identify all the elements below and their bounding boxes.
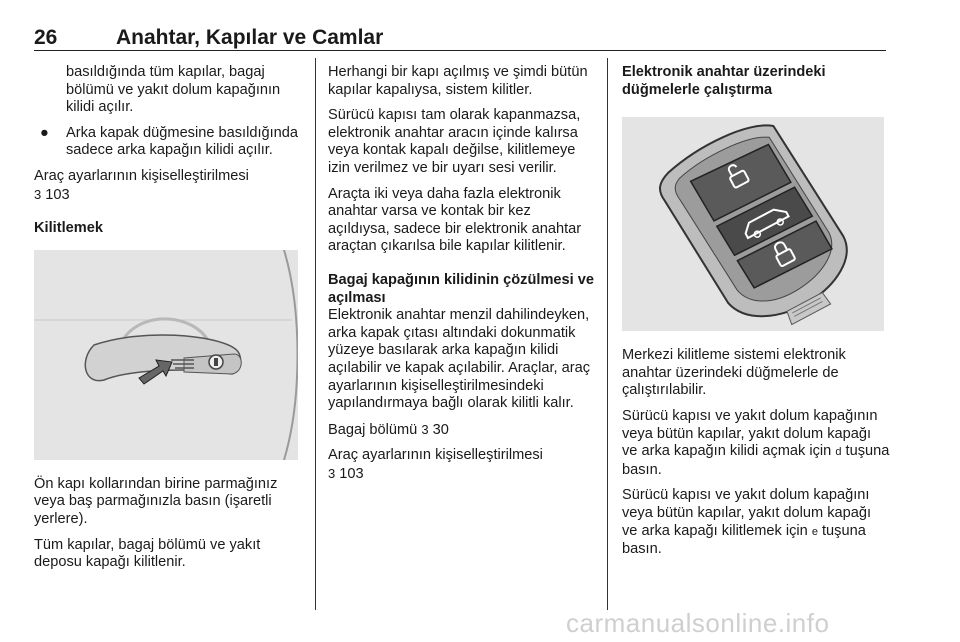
paragraph-lock-instruction bbox=[622, 487, 890, 558]
locked-description: Tüm kapılar, bagaj bölümü ve yakıt deposu kapağı kilitlenir. bbox=[34, 536, 261, 571]
settings-reference bbox=[328, 447, 596, 483]
column-2 bbox=[328, 64, 596, 491]
continued-text: basıldığında tüm kapılar, bagaj bölümü ve yakıt dolum kapağının kilidi açılır. bbox=[66, 64, 281, 116]
column-1 bbox=[34, 64, 302, 580]
trunk-ref-label: Bagaj bölümü bbox=[328, 421, 418, 438]
paragraph-key-central-locking: Merkezi kilitleme sistemi elektronik anahtar üzerindeki düğmelerle de çalıştırılabilir. bbox=[622, 347, 846, 399]
trunk-reference bbox=[328, 421, 596, 440]
paragraph-doors-closed: Herhangi bir kapı açılmış ve şimdi bütün kapılar kapalıysa, sistem kilitler. bbox=[328, 64, 588, 98]
column-divider-2 bbox=[607, 58, 608, 610]
lock-button-icon: e bbox=[811, 525, 818, 538]
paragraph-multiple-keys: Araçta iki veya daha fazla elektronik anahtar varsa ve kontak bir kez açıldıysa, sadece bir elektronik anahtar araçtan çıkarılsa bile kapılar kilitlenir. bbox=[328, 185, 582, 255]
settings-text: Araç ayarlarının kişiselleştirilmesi bbox=[34, 167, 249, 184]
column-divider-1 bbox=[315, 58, 316, 610]
paragraph-lock-denied: Sürücü kapısı tam olarak kapanmazsa, elektronik anahtar aracın içinde kalırsa veya kontak kapalı değilse, kilitlemeye izin verilmez ve bir uyarı sesi verilir. bbox=[328, 107, 581, 176]
trunk-page-link[interactable]: 30 bbox=[432, 421, 449, 438]
page-number: 26 bbox=[34, 26, 58, 49]
heading-locking: Kilitlemek bbox=[34, 220, 103, 237]
settings-page-link[interactable]: 103 bbox=[45, 186, 70, 203]
unlock-text-end: tuşuna basın. bbox=[622, 443, 890, 478]
door-handle-illustration bbox=[34, 250, 298, 460]
settings-page-link[interactable]: 103 bbox=[339, 465, 364, 482]
paragraph-trunk: Elektronik anahtar menzil dahilindeyken, arka kapak çıtası altındaki dokunmatik yüzeye basılarak arka kapağın kilidi açılabilir ve kapak açılabilir. Araçlar, araç ayarlarının kişiselleştirilmesindeki yapılandırmaya bağlı olarak kilitli kalır. bbox=[328, 307, 590, 412]
watermark: carmanualsonline.info bbox=[566, 608, 830, 638]
page-ref-icon: 3 bbox=[328, 465, 336, 481]
page-header bbox=[34, 24, 886, 51]
lock-text-end: tuşuna basın. bbox=[622, 522, 866, 558]
bullet-item bbox=[34, 125, 302, 160]
heading-key-buttons: Elektronik anahtar üzerindeki düğmelerle çalıştırma bbox=[622, 64, 826, 98]
bullet-dot: ● bbox=[40, 124, 49, 141]
lock-text: Sürücü kapısı ve yakıt dolum kapağını veya bütün kapılar, yakıt dolum kapağı ve arka kapağı kilitlemek için bbox=[622, 487, 872, 539]
unlock-button-icon: d bbox=[835, 446, 842, 459]
electronic-key-image bbox=[622, 117, 884, 331]
settings-text: Araç ayarlarının kişiselleştirilmesi bbox=[328, 447, 543, 464]
heading-trunk-unlock: Bagaj kapağının kilidinin çözülmesi ve açılması bbox=[328, 271, 595, 306]
door-handle-image bbox=[34, 250, 298, 460]
page-ref-icon: 3 bbox=[421, 421, 429, 437]
unlock-text: Sürücü kapısı ve yakıt dolum kapağının veya bütün kapılar, yakıt dolum kapağı ve arka kapağın kilidi açmak için bbox=[622, 407, 878, 460]
electronic-key-illustration bbox=[622, 117, 884, 331]
page-ref-icon: 3 bbox=[34, 186, 42, 202]
handle-instruction: Ön kapı kollarından birine parmağınız veya baş parmağınızla basın (işaretli yerlere). bbox=[34, 475, 278, 527]
chapter-title: Anahtar, Kapılar ve Camlar bbox=[116, 26, 384, 49]
paragraph-unlock-instruction bbox=[622, 408, 890, 479]
column-3 bbox=[622, 64, 890, 567]
settings-reference bbox=[34, 168, 302, 204]
bullet-text: Arka kapak düğmesine basıldığında sadece arka kapağın kilidi açılır. bbox=[66, 124, 299, 159]
